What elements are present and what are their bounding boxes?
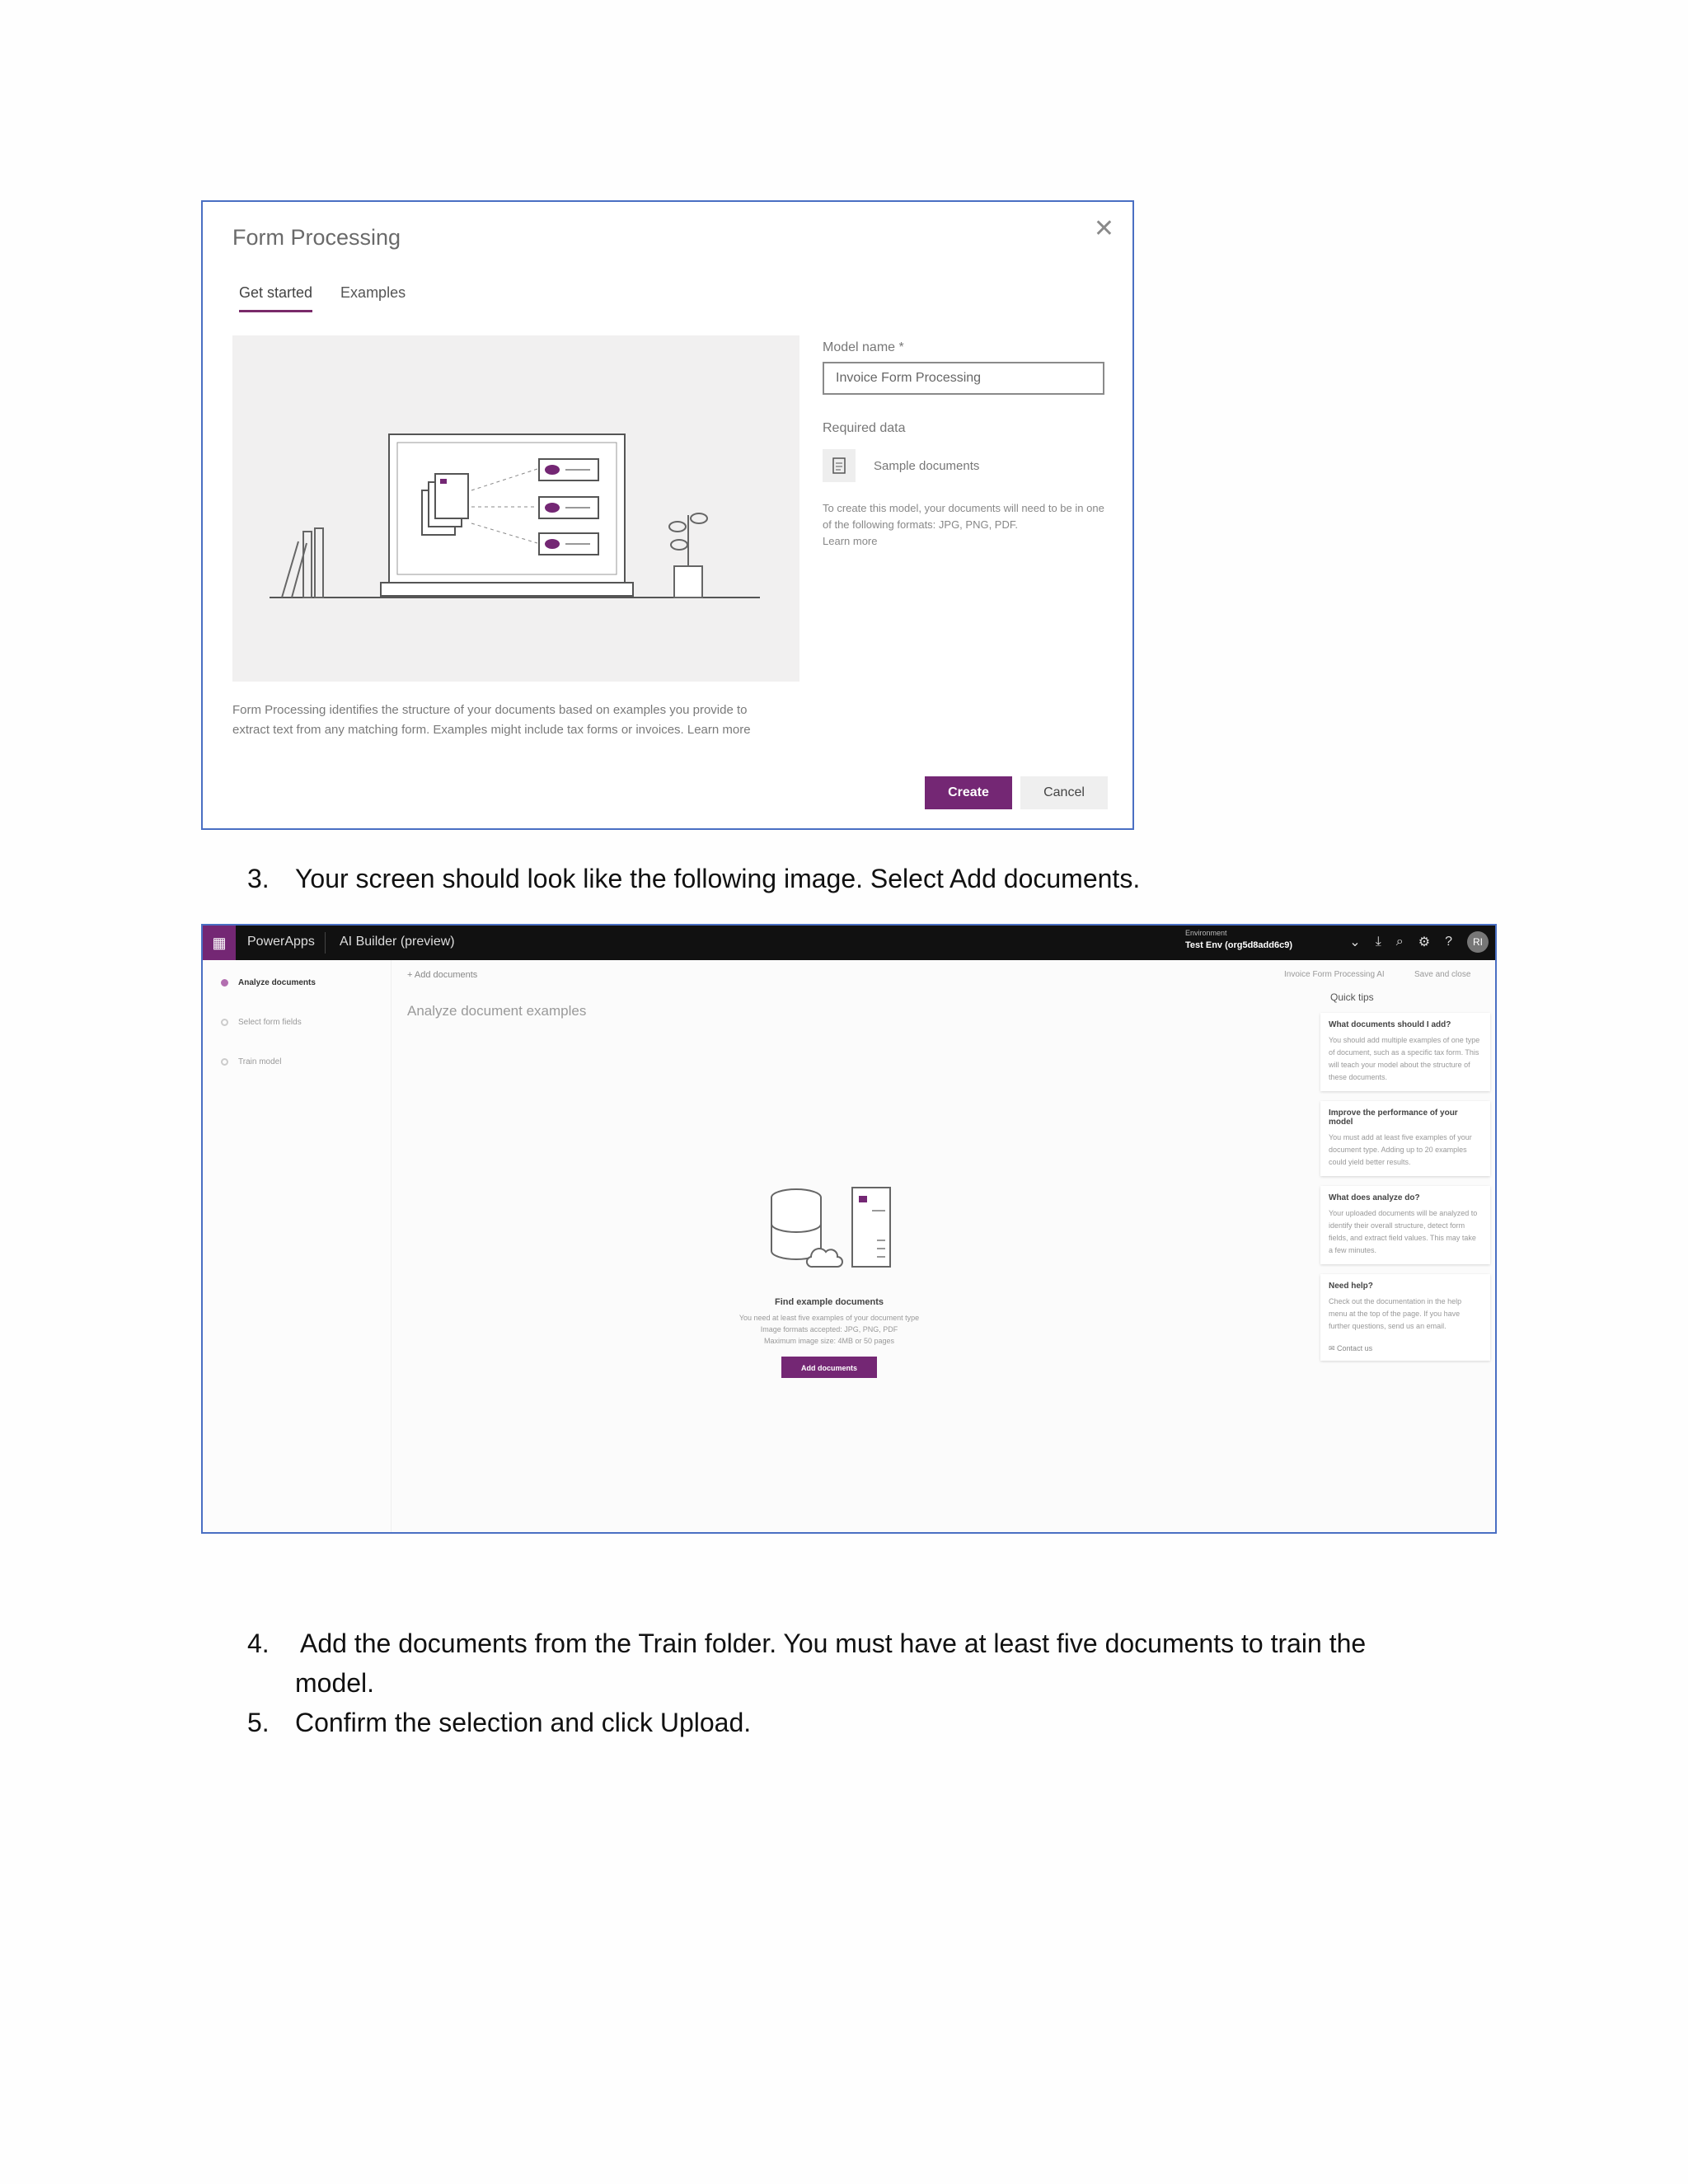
- laptop-documents-illustration: [232, 335, 799, 682]
- description-learn-more-link[interactable]: Learn more: [687, 723, 751, 737]
- top-bar-icons: [1349, 931, 1489, 953]
- nav-step-label: Analyze documents: [238, 978, 316, 987]
- top-bar: [203, 926, 1495, 960]
- step-5: [247, 1703, 1484, 1742]
- tip-heading: What documents should I add?: [1329, 1020, 1451, 1029]
- empty-state-line: Maximum image size: 4MB or 50 pages: [763, 1337, 895, 1345]
- dialog-description: [232, 701, 785, 740]
- step-dot-icon: [221, 1058, 228, 1066]
- tip-body: You must add at least five examples of your document type. Adding up to 20 examples could yield better results.: [1329, 1133, 1472, 1166]
- create-button[interactable]: Create: [925, 776, 1012, 809]
- tab-examples[interactable]: Examples: [340, 284, 406, 301]
- contact-us-label: Contact us: [1337, 1344, 1373, 1352]
- step-5-number: 5.: [247, 1708, 270, 1737]
- sample-documents-row: [823, 449, 1104, 482]
- database-document-illustration: [747, 1173, 912, 1288]
- empty-state: [664, 1173, 994, 1378]
- search-icon[interactable]: ⌕: [1395, 935, 1404, 949]
- add-documents-command[interactable]: + Add documents: [407, 970, 478, 980]
- empty-state-line: Image formats accepted: JPG, PNG, PDF: [760, 1325, 898, 1333]
- download-icon[interactable]: ⤓: [1375, 935, 1381, 949]
- brand-name[interactable]: PowerApps: [247, 935, 315, 949]
- nav-step-label: Train model: [238, 1057, 282, 1066]
- formats-note: [823, 500, 1104, 550]
- app-name: AI Builder (preview): [340, 935, 455, 949]
- empty-state-line: You need at least five examples of your document type: [738, 1314, 920, 1322]
- empty-state-title: Find example documents: [774, 1297, 884, 1307]
- form-processing-dialog-screenshot: [201, 200, 1134, 830]
- sample-documents-label: Sample documents: [874, 458, 980, 473]
- tip-body: Check out the documentation in the help menu at the top of the page. If you have further questions, send us an email.: [1329, 1297, 1462, 1330]
- step-3-number: 3.: [247, 864, 270, 893]
- required-data-label: Required data: [823, 421, 906, 435]
- dialog-title: Form Processing: [232, 225, 401, 250]
- step-5-text: Confirm the selection and click Upload.: [295, 1708, 752, 1737]
- add-documents-button[interactable]: Add documents: [781, 1357, 877, 1378]
- page-title: Analyze document examples: [407, 1003, 587, 1019]
- quick-tips-panel: [1320, 991, 1490, 1371]
- step-4-number: 4.: [247, 1629, 270, 1658]
- gear-icon[interactable]: ⚙: [1418, 935, 1431, 949]
- tip-card: [1320, 1013, 1490, 1091]
- empty-state-text: [664, 1312, 994, 1347]
- tip-body: Your uploaded documents will be analyzed to identify their overall structure, detect form fields, and extract field values. This may take a few minutes.: [1329, 1209, 1478, 1254]
- ai-builder-screenshot: [201, 924, 1497, 1534]
- tip-heading: Need help?: [1329, 1282, 1373, 1291]
- hero-illustration: [232, 335, 799, 682]
- step-4: [247, 1624, 1500, 1703]
- step-dot-icon: [221, 1019, 228, 1026]
- tip-heading: Improve the performance of your model: [1329, 1108, 1458, 1127]
- step-4-text-continued: model.: [295, 1668, 375, 1698]
- nav-step-select-fields[interactable]: [221, 1018, 302, 1027]
- model-settings-panel: [823, 340, 1104, 550]
- nav-step-train[interactable]: [221, 1057, 281, 1066]
- step-dot-icon: [221, 979, 228, 987]
- formats-note-text: To create this model, your documents will need to be in one of the following formats: JPG, PNG, PDF.: [823, 502, 1104, 531]
- nav-step-analyze[interactable]: [221, 978, 316, 987]
- nav-step-label: Select form fields: [238, 1018, 302, 1027]
- description-text: Form Processing identifies the structure of your documents based on examples you provide to extract text from any matching form. Examples might include tax forms or invoices.: [232, 703, 748, 737]
- tip-card: [1320, 1186, 1490, 1264]
- chevron-down-icon[interactable]: ⌄: [1349, 935, 1361, 949]
- environment-label: Environment: [1185, 929, 1227, 937]
- tab-get-started[interactable]: Get started: [239, 284, 312, 312]
- formats-learn-more-link[interactable]: Learn more: [823, 535, 878, 547]
- document-icon: [823, 449, 856, 482]
- dialog-tabs: [239, 284, 406, 312]
- tip-heading: What does analyze do?: [1329, 1193, 1420, 1202]
- step-3: [247, 859, 1484, 898]
- close-icon[interactable]: ✕: [1093, 215, 1114, 242]
- save-and-close-button[interactable]: Save and close: [1414, 970, 1471, 979]
- tip-card: [1320, 1101, 1490, 1176]
- avatar[interactable]: RI: [1467, 931, 1489, 953]
- model-name-input[interactable]: Invoice Form Processing: [823, 362, 1104, 395]
- step-4-text: Add the documents from the Train folder. You must have at least five documents to train the: [300, 1629, 1367, 1658]
- tip-card: [1320, 1274, 1490, 1361]
- help-icon[interactable]: ?: [1445, 935, 1452, 949]
- top-bar-divider: [325, 932, 326, 954]
- app-launcher-icon[interactable]: ▦: [203, 926, 236, 960]
- cancel-button[interactable]: Cancel: [1020, 776, 1108, 809]
- breadcrumb: Invoice Form Processing AI: [1284, 970, 1385, 979]
- quick-tips-title: Quick tips: [1330, 991, 1374, 1003]
- wizard-steps-nav: [203, 960, 392, 1534]
- tip-body: You should add multiple examples of one type of document, such as a specific tax form. This will teach your model about the structure of these documents.: [1329, 1036, 1480, 1081]
- step-3-text: Your screen should look like the following image. Select Add documents.: [295, 864, 1141, 893]
- model-name-label: Model name *: [823, 340, 904, 354]
- environment-name[interactable]: Test Env (org5d8add6c9): [1185, 940, 1292, 950]
- contact-us-link[interactable]: ✉ Contact us: [1329, 1344, 1373, 1352]
